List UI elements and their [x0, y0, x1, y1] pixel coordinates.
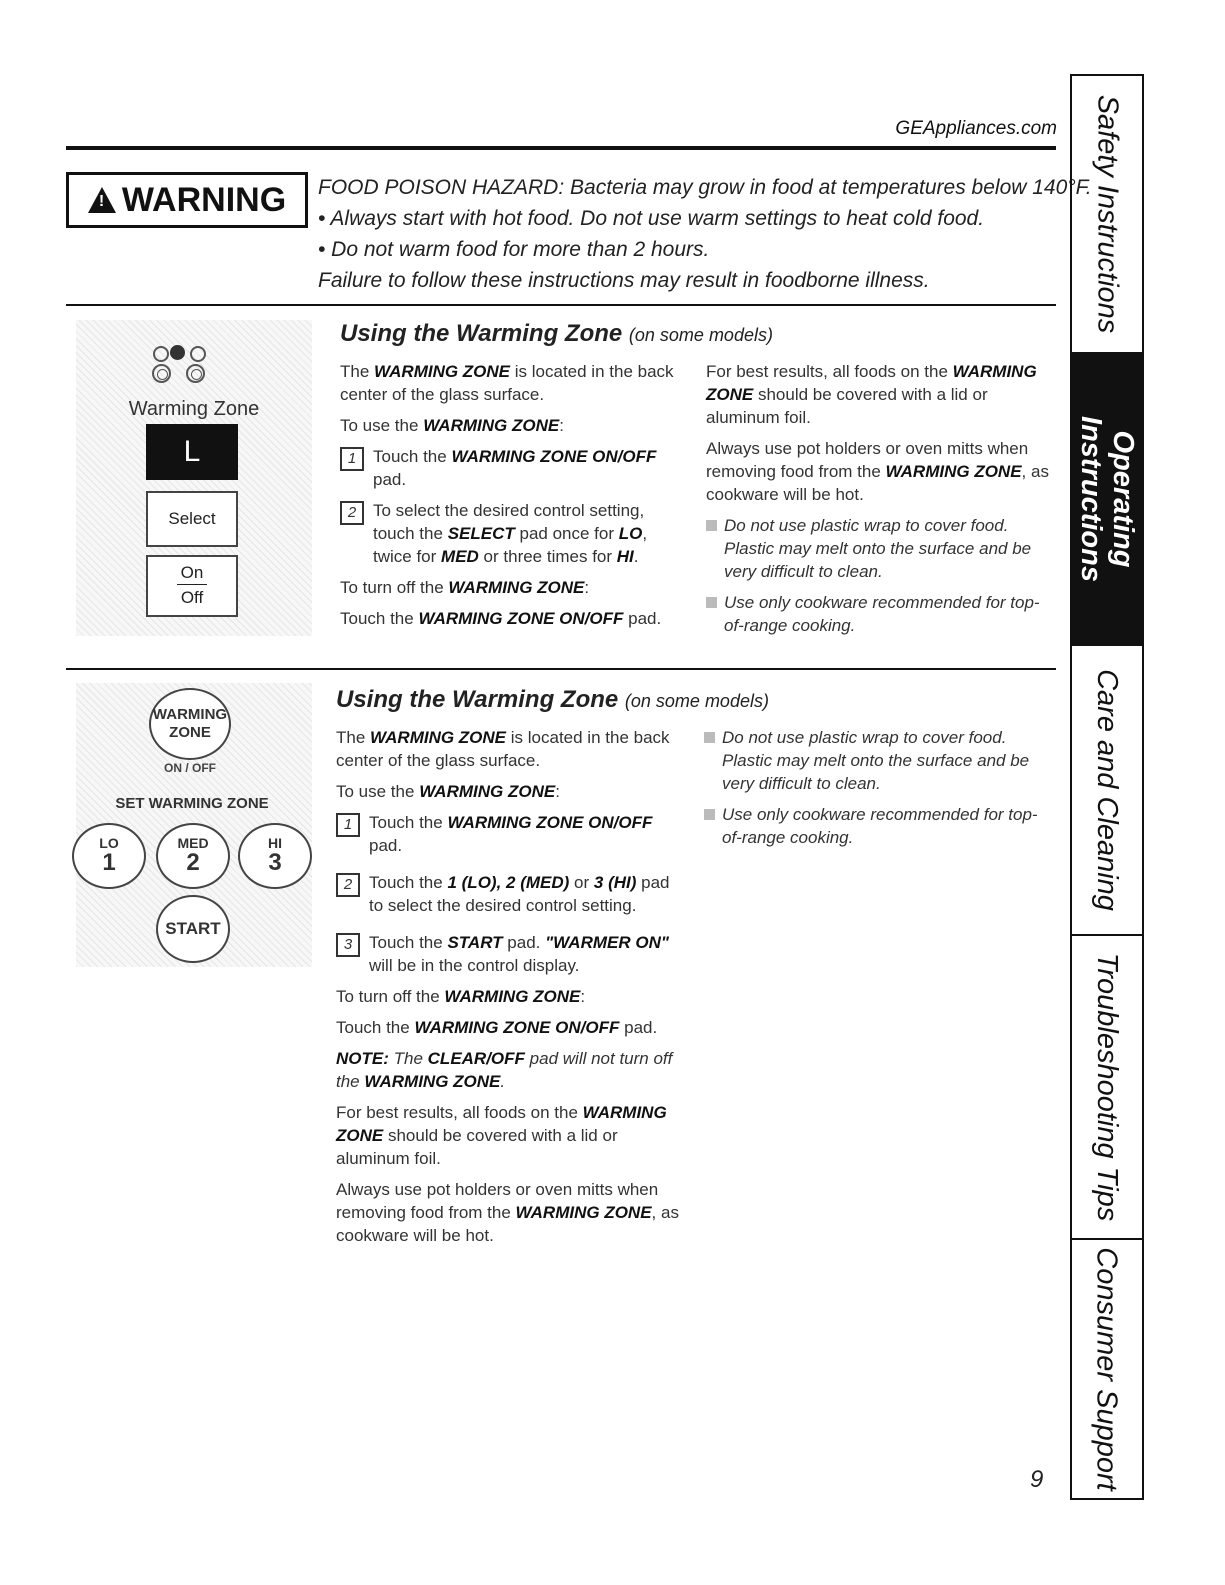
turn-off-heading: To turn off the WARMING ZONE: [340, 578, 590, 597]
step-number: 2 [336, 873, 360, 897]
section-divider [66, 304, 1056, 306]
site-url: GEAppliances.com [895, 118, 1057, 139]
step-number: 1 [340, 447, 364, 471]
zone-label: ZONE [169, 724, 211, 741]
start-label: START [165, 919, 221, 938]
warming-label: WARMING [152, 706, 228, 723]
caution-bullet: Do not use plastic wrap to cover food. Plastic may melt onto the surface and be very difficult to clean. [704, 726, 1044, 795]
tab-safety-instructions[interactable] [1072, 76, 1142, 354]
hi-pad[interactable] [238, 823, 312, 889]
warning-text [318, 172, 1092, 296]
turn-off-instruction: Touch the WARMING ZONE ON/OFF pad. [336, 1018, 658, 1037]
tab-operating-instructions[interactable] [1072, 354, 1142, 646]
warning-badge [66, 172, 308, 228]
tab-label: Safety Instructions [1091, 94, 1123, 334]
med-number: 2 [186, 849, 200, 876]
burner-icon [186, 364, 205, 383]
step-1: 1 Touch the WARMING ZONE ON/OFF pad. [340, 445, 690, 491]
step-number: 2 [340, 501, 364, 525]
lo-label: LO [99, 835, 119, 851]
lo-number: 1 [102, 849, 116, 876]
warning-line: FOOD POISON HAZARD: Bacteria may grow in food at temperatures below 140°F. [318, 176, 1092, 199]
turn-off-heading: To turn off the WARMING ZONE: [336, 987, 586, 1006]
step-number: 1 [336, 813, 360, 837]
warning-label: WARNING [121, 180, 287, 219]
intro-paragraph: The WARMING ZONE is located in the back center of the glass surface. [340, 362, 674, 404]
header-rule [66, 146, 1056, 150]
caution-bullet: Use only cookware recommended for top-of-range cooking. [706, 591, 1051, 637]
section-subtitle: (on some models) [624, 691, 769, 711]
warming-zone-label: Warming Zone [128, 398, 260, 420]
step-3: 3 Touch the START pad. "WARMER ON" will be in the control display. [336, 931, 681, 977]
step-number: 3 [336, 933, 360, 957]
tab-label: Consumer Support [1091, 1247, 1123, 1491]
section2-column-left [336, 726, 681, 1255]
burner-icon [153, 346, 169, 362]
on-off-label: ON / OFF [164, 761, 216, 775]
hi-number: 3 [268, 849, 282, 876]
control-display: L [146, 424, 238, 480]
med-label: MED [177, 835, 209, 851]
start-pad[interactable] [156, 895, 230, 963]
best-results-paragraph: For best results, all foods on the WARMING ZONE should be covered with a lid or aluminum foil. [336, 1103, 667, 1168]
tab-care-and-cleaning[interactable] [1072, 646, 1142, 936]
section-divider [66, 668, 1056, 670]
warning-line: Failure to follow these instructions may result in foodborne illness. [318, 269, 930, 292]
on-label: On [180, 563, 204, 582]
step-1: 1 Touch the WARMING ZONE ON/OFF pad. [336, 811, 681, 857]
section-title: Using the Warming Zone [336, 686, 619, 713]
med-pad[interactable] [156, 823, 230, 889]
tab-label: Care and Cleaning [1091, 669, 1124, 911]
burner-icon [190, 346, 206, 362]
control-panel-illustration-2 [76, 683, 312, 967]
tab-troubleshooting-tips[interactable] [1072, 936, 1142, 1240]
warning-line: • Do not warm food for more than 2 hours. [318, 238, 710, 261]
page-number: 9 [1030, 1466, 1044, 1493]
on-off-pad[interactable] [146, 555, 238, 617]
section-title: Using the Warming Zone [340, 320, 623, 347]
lo-pad[interactable] [72, 823, 146, 889]
warming-zone-burner-icon [170, 345, 185, 360]
tab-consumer-support[interactable] [1072, 1240, 1142, 1498]
off-label: Off [180, 588, 204, 607]
section-subtitle: (on some models) [628, 325, 773, 345]
tab-label: Troubleshooting Tips [1091, 952, 1123, 1222]
section1-column-left [340, 360, 690, 638]
caution-bullet: Use only cookware recommended for top-of-range cooking. [704, 803, 1044, 849]
intro-paragraph: The WARMING ZONE is located in the back center of the glass surface. [336, 728, 670, 770]
divider [177, 584, 207, 585]
to-use-heading: To use the WARMING ZONE: [340, 416, 564, 435]
hi-label: HI [268, 835, 282, 851]
control-panel-illustration-1 [76, 320, 312, 636]
best-results-paragraph: For best results, all foods on the WARMING ZONE should be covered with a lid or aluminum foil. [706, 362, 1037, 427]
section-tabs [1070, 74, 1144, 1500]
section2-column-right [704, 726, 1044, 857]
turn-off-instruction: Touch the WARMING ZONE ON/OFF pad. [340, 609, 662, 628]
tab-label: Operating Instructions [1075, 416, 1139, 582]
pot-holders-paragraph: Always use pot holders or oven mitts when removing food from the WARMING ZONE, as cookware will be hot. [336, 1180, 679, 1245]
caution-bullet: Do not use plastic wrap to cover food. Plastic may melt onto the surface and be very difficult to clean. [706, 514, 1051, 583]
note-paragraph: NOTE: The CLEAR/OFF pad will not turn off the WARMING ZONE. [336, 1049, 673, 1091]
to-use-heading: To use the WARMING ZONE: [336, 782, 560, 801]
warming-zone-pad[interactable] [149, 688, 231, 760]
section1-title [340, 320, 773, 348]
pot-holders-paragraph: Always use pot holders or oven mitts when removing food from the WARMING ZONE, as cookware will be hot. [706, 439, 1049, 504]
warning-line: • Always start with hot food. Do not use warm settings to heat cold food. [318, 207, 985, 230]
section1-column-right [706, 360, 1051, 645]
select-pad[interactable] [146, 491, 238, 547]
step-2: 2 Touch the 1 (LO), 2 (MED) or 3 (HI) pad to select the desired control setting. [336, 871, 681, 917]
warning-triangle-icon [88, 187, 116, 213]
set-warming-zone-label: SET WARMING ZONE [115, 795, 269, 812]
step-2: 2 To select the desired control setting, touch the SELECT pad once for LO, twice for MED or three times for HI. [340, 499, 690, 568]
burner-icon [152, 364, 171, 383]
select-pad-label: Select [168, 509, 216, 528]
section2-title [336, 686, 769, 714]
